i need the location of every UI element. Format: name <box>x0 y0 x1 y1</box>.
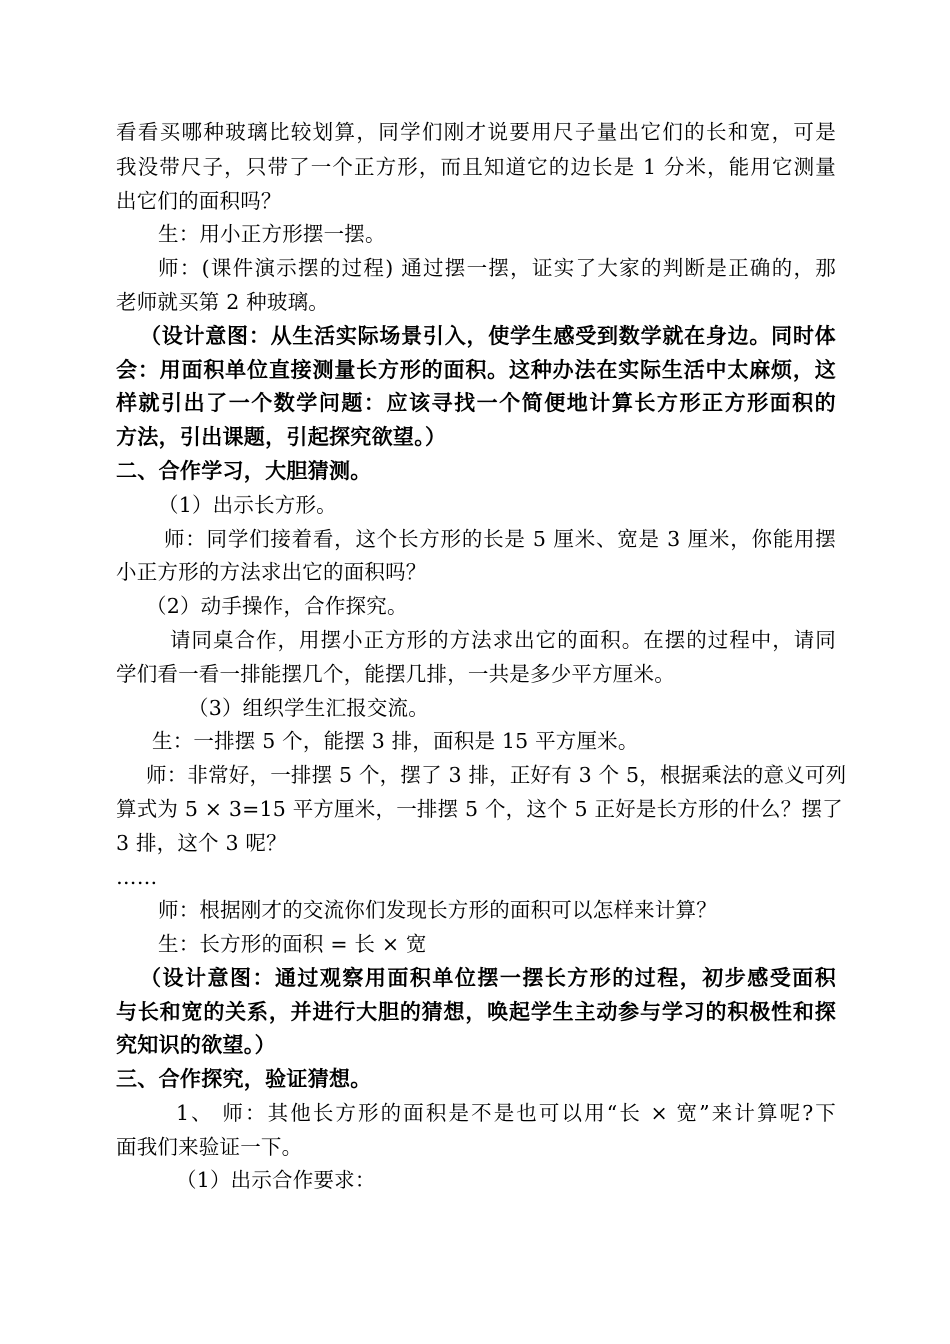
text-line: 面我们来验证一下。 <box>116 1135 303 1159</box>
design-intent-line: 方法，引出课题，引起探究欲望。） <box>116 425 447 449</box>
text-line: 小正方形的方法求出它的面积吗？ <box>116 560 427 584</box>
ellipsis-line: …… <box>116 865 158 889</box>
student-line: 生：长方形的面积 = 长 × 宽 <box>158 932 427 956</box>
text-line: 老师就买第 2 种玻璃。 <box>116 290 329 314</box>
student-line: 生：一排摆 5 个，能摆 3 排，面积是 15 平方厘米。 <box>152 729 639 753</box>
step-line: （2）动手操作，合作探究。 <box>146 594 408 618</box>
design-intent-line: 与长和宽的关系，并进行大胆的猜想，唤起学生主动参与学习的积极性和探 <box>116 1000 836 1024</box>
teacher-line: 师：同学们接着看，这个长方形的长是 5 厘米、宽是 3 厘米，你能用摆 <box>164 527 836 551</box>
teacher-line: 师：非常好，一排摆 5 个，摆了 3 排，正好有 3 个 5，根据乘法的意义可列 <box>146 763 847 787</box>
step-line: （3）组织学生汇报交流。 <box>188 696 429 720</box>
student-line: 生：用小正方形摆一摆。 <box>158 222 386 246</box>
design-intent-line: （设计意图：通过观察用面积单位摆一摆长方形的过程，初步感受面积 <box>140 966 836 990</box>
teacher-line: 师：(课件演示摆的过程) 通过摆一摆，证实了大家的判断是正确的，那 <box>158 256 836 280</box>
text-line: 学们看一看一排能摆几个，能摆几排，一共是多少平方厘米。 <box>116 662 675 686</box>
text-line: 看看买哪种玻璃比较划算，同学们刚才说要用尺子量出它们的长和宽，可是 <box>116 120 836 144</box>
text-line: 出它们的面积吗？ <box>116 189 282 213</box>
teacher-line: 1、 师：其他长方形的面积是不是也可以用“长 × 宽”来计算呢?下 <box>176 1101 836 1125</box>
design-intent-line: 究知识的欲望。） <box>116 1033 276 1057</box>
text-line: 3 排，这个 3 呢？ <box>116 831 287 855</box>
design-intent-line: 会：用面积单位直接测量长方形的面积。这种办法在实际生活中太麻烦，这 <box>116 358 836 382</box>
section-heading: 二、合作学习，大胆猜测。 <box>116 459 372 483</box>
teacher-line: 师：根据刚才的交流你们发现长方形的面积可以怎样来计算？ <box>158 898 717 922</box>
step-line: （1）出示长方形。 <box>158 493 337 517</box>
text-line: 算式为 5 × 3=15 平方厘米，一排摆 5 个，这个 5 正好是长方形的什么？摆了 <box>116 797 843 821</box>
design-intent-line: （设计意图：从生活实际场景引入，使学生感受到数学就在身边。同时体 <box>140 324 836 348</box>
text-line: 请同桌合作，用摆小正方形的方法求出它的面积。在摆的过程中，请同 <box>170 628 836 652</box>
text-line: 我没带尺子，只带了一个正方形，而且知道它的边长是 1 分米，能用它测量 <box>116 155 836 179</box>
section-heading: 三、合作探究，验证猜想。 <box>116 1067 372 1091</box>
step-line: （1）出示合作要求： <box>176 1168 376 1192</box>
design-intent-line: 样就引出了一个数学问题：应该寻找一个简便地计算长方形正方形面积的 <box>116 391 836 415</box>
